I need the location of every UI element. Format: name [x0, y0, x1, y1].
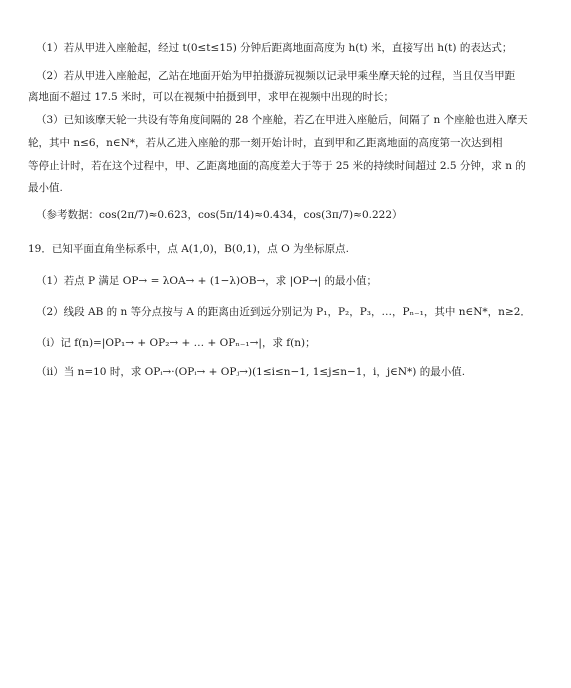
q18-part1: （1）若从甲进入座舱起，经过 t(0≤t≤15) 分钟后距离地面高度为 h(t) 米，直接写出 h(t) 的表达式； — [36, 42, 513, 54]
q18-part2-line1: （2）若从甲进入座舱起，乙站在地面开始为甲拍摄游玩视频以记录甲乘坐摩天轮的过程，当且仅当甲距 — [36, 70, 516, 82]
q19-part2: （2）线段 AB 的 n 等分点按与 A 的距离由近到远分别记为 P₁，P₂，P₃，…，Pₙ₋₁，其中 n∈N*，n≥2． — [36, 306, 531, 318]
q19-part2-i: （i）记 f(n)=|OP₁→ + OP₂→ + … + OPₙ₋₁→|，求 f(n)； — [36, 337, 316, 349]
q18-part3-line4: 最小值. — [28, 182, 63, 194]
q19-stem: 19．已知平面直角坐标系中，点 A(1,0)，B(0,1)，点 O 为坐标原点. — [28, 243, 349, 255]
q18-part2-line2: 离地面不超过 17.5 米时，可以在视频中拍摄到甲，求甲在视频中出现的时长； — [28, 91, 395, 103]
q18-part3-line2: 轮，其中 n≤6，n∈N*，若从乙进入座舱的那一刻开始计时，直到甲和乙距离地面的高度第一次达到相 — [28, 137, 503, 149]
reference-data: （参考数据：cos(2π/7)≈0.623，cos(5π/14)≈0.434，cos(3π/7)≈0.222） — [36, 209, 403, 221]
q19-part2-ii: （ii）当 n=10 时，求 OPᵢ→·(OPᵢ→ + OPⱼ→)(1≤i≤n−1, 1≤j≤n−1，i，j∈N*) 的最小值. — [36, 366, 466, 378]
q18-part3-line3: 等停止计时，若在这个过程中，甲、乙距离地面的高度差大于等于 25 米的持续时间超过 2.5 分钟，求 n 的 — [28, 160, 526, 172]
q19-part1: （1）若点 P 满足 OP→ = λOA→ + (1−λ)OB→，求 |OP→| 的最小值； — [36, 275, 377, 287]
q18-part3-line1: （3）已知该摩天轮一共设有等角度间隔的 28 个座舱，若乙在甲进入座舱后，间隔了 n 个座舱也进入摩天 — [36, 114, 528, 126]
